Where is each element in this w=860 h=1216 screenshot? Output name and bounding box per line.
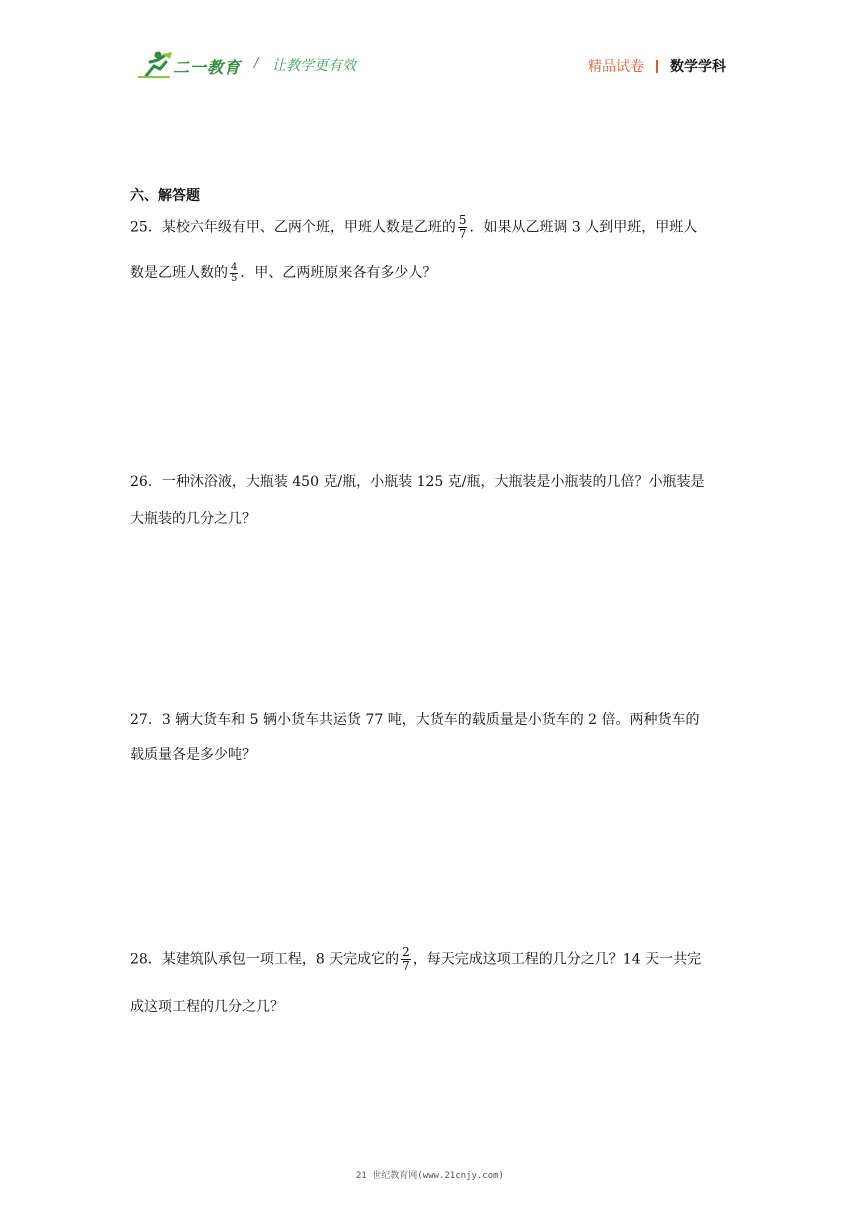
header-tag: 精品试卷 xyxy=(588,59,644,75)
question-26-line-2: 大瓶装的几分之几？ xyxy=(130,511,256,527)
question-25-text-c: 数是乙班人数的 xyxy=(130,265,228,281)
question-27-line-1: 27．3 辆大货车和 5 辆小货车共运货 77 吨，大货车的载质量是小货车的 2 倍。两种货车的 xyxy=(130,712,700,728)
question-28-line-2: 成这项工程的几分之几？ xyxy=(130,999,284,1015)
brand-name: 二一教育 xyxy=(173,58,242,77)
question-26-line-1: 26．一种沐浴液，大瓶装 450 克/瓶，小瓶装 125 克/瓶，大瓶装是小瓶装的几倍？小瓶装是 xyxy=(130,474,705,490)
header-subject: 数学学科 xyxy=(670,59,726,75)
slogan: 让教学更有效 xyxy=(272,58,356,74)
question-25-text-d: ．甲、乙两班原来各有多少人？ xyxy=(240,265,437,281)
fraction-2-7: $\frac{2}{7}$ xyxy=(402,945,410,973)
question-25-line-1 xyxy=(130,214,697,241)
fraction-4-5: $\frac{4}{5}$ xyxy=(231,261,238,284)
header-right xyxy=(588,56,726,76)
header-divider xyxy=(656,60,658,73)
question-25-line-2 xyxy=(130,262,436,284)
fraction-5-7: $\frac{5}{7}$ xyxy=(458,213,467,241)
question-28-line-1 xyxy=(130,946,701,973)
question-27-line-2: 载质量各是多少吨？ xyxy=(130,747,256,763)
question-25-text-a: 25．某校六年级有甲、乙两个班，甲班人数是乙班的 xyxy=(130,219,456,236)
slogan-separator: / xyxy=(254,56,259,71)
question-28-text-b: ，每天完成这项工程的几分之几？14 天一共完 xyxy=(412,951,702,968)
page-header xyxy=(0,0,860,90)
question-25-text-b: ．如果从乙班调 3 人到甲班，甲班人 xyxy=(469,219,698,236)
question-28-text-a: 28．某建筑队承包一项工程，8 天完成它的 xyxy=(130,951,400,968)
section-title: 六、解答题 xyxy=(130,188,200,204)
page-footer: 21 世纪教育网(www.21cnjy.com) xyxy=(356,1171,504,1181)
